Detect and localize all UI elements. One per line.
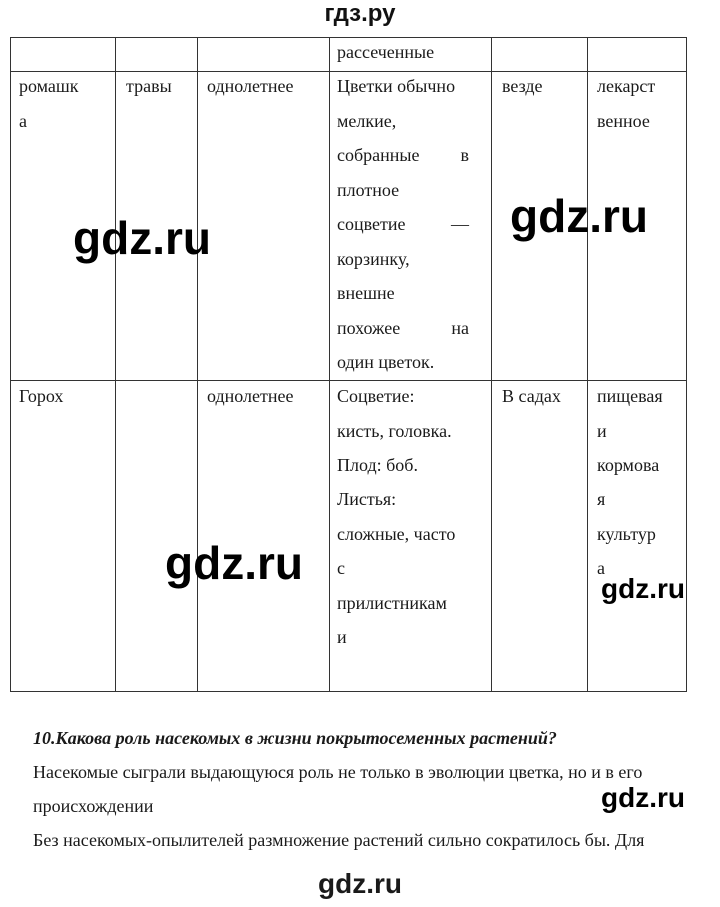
answer-line: Без насекомых-опылителей размножение растений сильно сократилось бы. Для — [33, 830, 645, 850]
plant-lifespan: однолетнее — [207, 76, 294, 96]
description-line: мелкие, — [337, 111, 397, 131]
plant-name-part1: ромашк — [19, 76, 79, 96]
plant-type: травы — [126, 76, 172, 96]
description-line: внешне — [337, 283, 395, 303]
plant-use-part2: венное — [597, 111, 650, 131]
description-line: с — [337, 558, 345, 578]
watermark-text: gdz.ru — [601, 782, 685, 813]
plant-use-line: а — [597, 558, 605, 578]
answer-line: Насекомые сыграли выдающуюся роль не только в эволюции цветка, но и в его — [33, 762, 643, 782]
plant-name: Горох — [19, 386, 64, 406]
site-title: гдз.ру — [324, 0, 396, 27]
description-word: на — [451, 318, 469, 338]
footer-watermark: gdz.ru — [318, 868, 402, 899]
description-line: один цветок. — [337, 352, 435, 372]
watermark-text: gdz.ru — [73, 212, 211, 264]
plant-use-line: пищевая — [597, 386, 663, 406]
column-divider — [115, 38, 116, 691]
answer-line: происхождении — [33, 796, 154, 816]
description-cell-tail: рассеченные — [337, 42, 435, 62]
column-divider — [491, 38, 492, 691]
description-word: похожее — [337, 318, 401, 338]
description-word: — — [451, 214, 469, 234]
description-line: Соцветие: — [337, 386, 415, 406]
plant-lifespan: однолетнее — [207, 386, 294, 406]
description-line — [337, 138, 469, 173]
plants-table — [10, 37, 687, 692]
description-line: плотное — [337, 180, 400, 200]
description-line — [337, 311, 469, 346]
description-line: Листья: — [337, 489, 397, 509]
description-line: прилистникам — [337, 593, 447, 613]
column-divider — [329, 38, 330, 691]
plant-use-line: кормова — [597, 455, 660, 475]
plant-habitat: В садах — [502, 386, 561, 406]
description-line: Плод: боб. — [337, 455, 418, 475]
column-divider — [197, 38, 198, 691]
plant-use-line: культур — [597, 524, 656, 544]
plant-use-line: и — [597, 421, 607, 441]
column-divider — [587, 38, 588, 691]
description-line: корзинку, — [337, 249, 410, 269]
question-heading: 10.Какова роль насекомых в жизни покрытосеменных растений? — [33, 728, 557, 748]
watermark-text: gdz.ru — [601, 573, 685, 604]
watermark-text: gdz.ru — [510, 190, 648, 242]
plant-name-part2: а — [19, 111, 27, 131]
description-line: сложные, часто — [337, 524, 456, 544]
description-line: и — [337, 627, 347, 647]
description-word: собранные — [337, 145, 420, 165]
description-line: кисть, головка. — [337, 421, 452, 441]
description-word: в — [460, 145, 469, 165]
watermark-text: gdz.ru — [165, 537, 303, 589]
plant-use-part1: лекарст — [597, 76, 656, 96]
plant-use-line: я — [597, 489, 606, 509]
description-word: соцветие — [337, 214, 406, 234]
description-line — [337, 207, 469, 242]
description-line: Цветки обычно — [337, 76, 456, 96]
plant-habitat: везде — [502, 76, 543, 96]
